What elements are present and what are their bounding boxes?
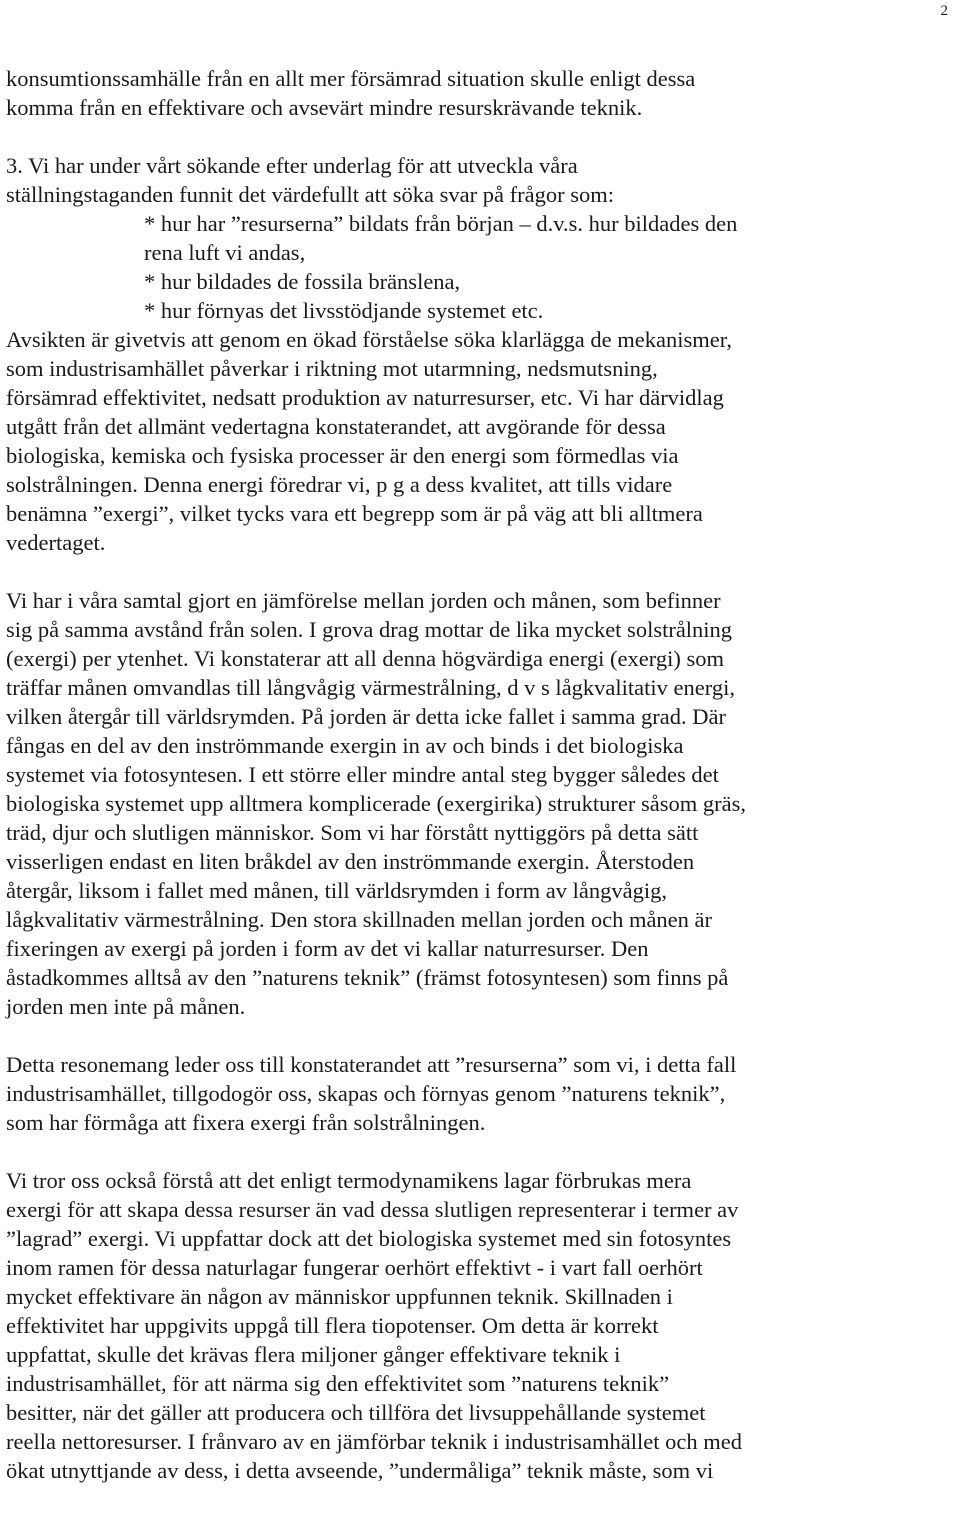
text-line: industrisamhället, tillgodogör oss, skapas och förnyas genom ”naturens teknik”,	[6, 1081, 726, 1106]
question-list	[6, 209, 958, 325]
text-line: vilken återgår till världsrymden. På jorden är detta icke fallet i samma grad. Där	[6, 704, 726, 729]
text-line: biologiska systemet upp alltmera komplicerade (exergirika) strukturer såsom gräs,	[6, 791, 746, 816]
text-line: (exergi) per ytenhet. Vi konstaterar att all denna högvärdiga energi (exergi) som	[6, 646, 724, 671]
text-line: fixeringen av exergi på jorden i form av det vi kallar naturresurser. Den	[6, 936, 649, 961]
text-line: reella nettoresurser. I frånvaro av en jämförbar teknik i industrisamhället och med	[6, 1429, 742, 1454]
text-line: jorden men inte på månen.	[6, 994, 246, 1019]
text-line: exergi för att skapa dessa resurser än vad dessa slutligen representerar i termer av	[6, 1197, 739, 1222]
paragraph-spacer	[6, 1021, 958, 1050]
text-line: utgått från det allmänt vedertagna konstaterandet, att avgörande för dessa	[6, 414, 666, 439]
paragraph-intro-continuation	[6, 64, 958, 122]
text-line: Vi har i våra samtal gjort en jämförelse mellan jorden och månen, som befinner	[6, 588, 721, 613]
text-line: uppfattat, skulle det krävas flera miljoner gånger effektivare teknik i	[6, 1342, 621, 1367]
list-item: * hur har ”resurserna” bildats från början – d.v.s. hur bildades den	[144, 211, 738, 236]
text-line: Avsikten är givetvis att genom en ökad förståelse söka klarlägga de mekanismer,	[6, 327, 732, 352]
text-line: visserligen endast en liten bråkdel av den inströmmande exergin. Återstoden	[6, 849, 695, 874]
text-line: som industrisamhället påverkar i riktning mot utarmning, nedsmutsning,	[6, 356, 658, 381]
text-line: lågkvalitativ värmestrålning. Den stora skillnaden mellan jorden och månen är	[6, 907, 713, 932]
text-line: systemet via fotosyntesen. I ett större eller mindre antal steg bygger således det	[6, 762, 719, 787]
paragraph-point-3	[6, 151, 958, 209]
page-number: 2	[940, 3, 948, 19]
paragraph-spacer	[6, 122, 958, 151]
text-line: konsumtionssamhälle från en allt mer försämrad situation skulle enligt dessa	[6, 66, 696, 91]
text-line: fångas en del av den inströmmande exergin in av och binds i det biologiska	[6, 733, 684, 758]
text-line: biologiska, kemiska och fysiska processer är den energi som förmedlas via	[6, 443, 679, 468]
text-line: Vi tror oss också förstå att det enligt termodynamikens lagar förbrukas mera	[6, 1168, 692, 1193]
text-line: inom ramen för dessa naturlagar fungerar oerhört effektivt - i vart fall oerhört	[6, 1255, 703, 1280]
text-line: åstadkommes alltså av den ”naturens teknik” (främst fotosyntesen) som finns på	[6, 965, 729, 990]
text-line: 3. Vi har under vårt sökande efter underlag för att utveckla våra	[6, 153, 578, 178]
text-line: Detta resonemang leder oss till konstaterandet att ”resurserna” som vi, i detta fall	[6, 1052, 737, 1077]
text-line: industrisamhället, för att närma sig den effektivitet som ”naturens teknik”	[6, 1371, 670, 1396]
text-line: ”lagrad” exergi. Vi uppfattar dock att det biologiska systemet med sin fotosyntes	[6, 1226, 732, 1251]
text-line: träd, djur och slutligen människor. Som vi har förstått nyttiggörs på detta sätt	[6, 820, 699, 845]
text-line: som har förmåga att fixera exergi från solstrålningen.	[6, 1110, 486, 1135]
text-line: träffar månen omvandlas till långvågig värmestrålning, d v s lågkvalitativ energi,	[6, 675, 735, 700]
text-line: vedertaget.	[6, 530, 106, 555]
list-item: * hur bildades de fossila bränslena,	[144, 269, 461, 294]
text-line: ställningstaganden funnit det värdefullt att söka svar på frågor som:	[6, 182, 614, 207]
text-line: besitter, när det gäller att producera och tillföra det livsuppehållande systemet	[6, 1400, 706, 1425]
text-line: försämrad effektivitet, nedsatt produktion av naturresurser, etc. Vi har därvidlag	[6, 385, 724, 410]
paragraph-purpose	[6, 325, 958, 557]
text-line: benämna ”exergi”, vilket tycks vara ett begrepp som är på väg att bli alltmera	[6, 501, 703, 526]
text-line: effektivitet har uppgivits uppgå till flera tiopotenser. Om detta är korrekt	[6, 1313, 659, 1338]
text-line: komma från en effektivare och avsevärt mindre resurskrävande teknik.	[6, 95, 643, 120]
text-line: sig på samma avstånd från solen. I grova drag mottar de lika mycket solstrålning	[6, 617, 733, 642]
paragraph-reasoning	[6, 1050, 958, 1137]
text-line: solstrålningen. Denna energi föredrar vi, p g a dess kvalitet, att tills vidare	[6, 472, 673, 497]
document-body	[6, 64, 958, 1485]
paragraph-spacer	[6, 557, 958, 586]
list-item: * hur förnyas det livsstödjande systemet etc.	[144, 298, 544, 323]
paragraph-thermodynamics	[6, 1166, 958, 1485]
paragraph-spacer	[6, 1137, 958, 1166]
text-line: mycket effektivare än någon av människor uppfunnen teknik. Skillnaden i	[6, 1284, 673, 1309]
paragraph-earth-moon	[6, 586, 958, 1021]
list-item: rena luft vi andas,	[144, 240, 306, 265]
text-line: återgår, liksom i fallet med månen, till världsrymden i form av långvågig,	[6, 878, 668, 903]
text-line: ökat utnyttjande av dess, i detta avseende, ”undermåliga” teknik måste, som vi	[6, 1458, 714, 1483]
